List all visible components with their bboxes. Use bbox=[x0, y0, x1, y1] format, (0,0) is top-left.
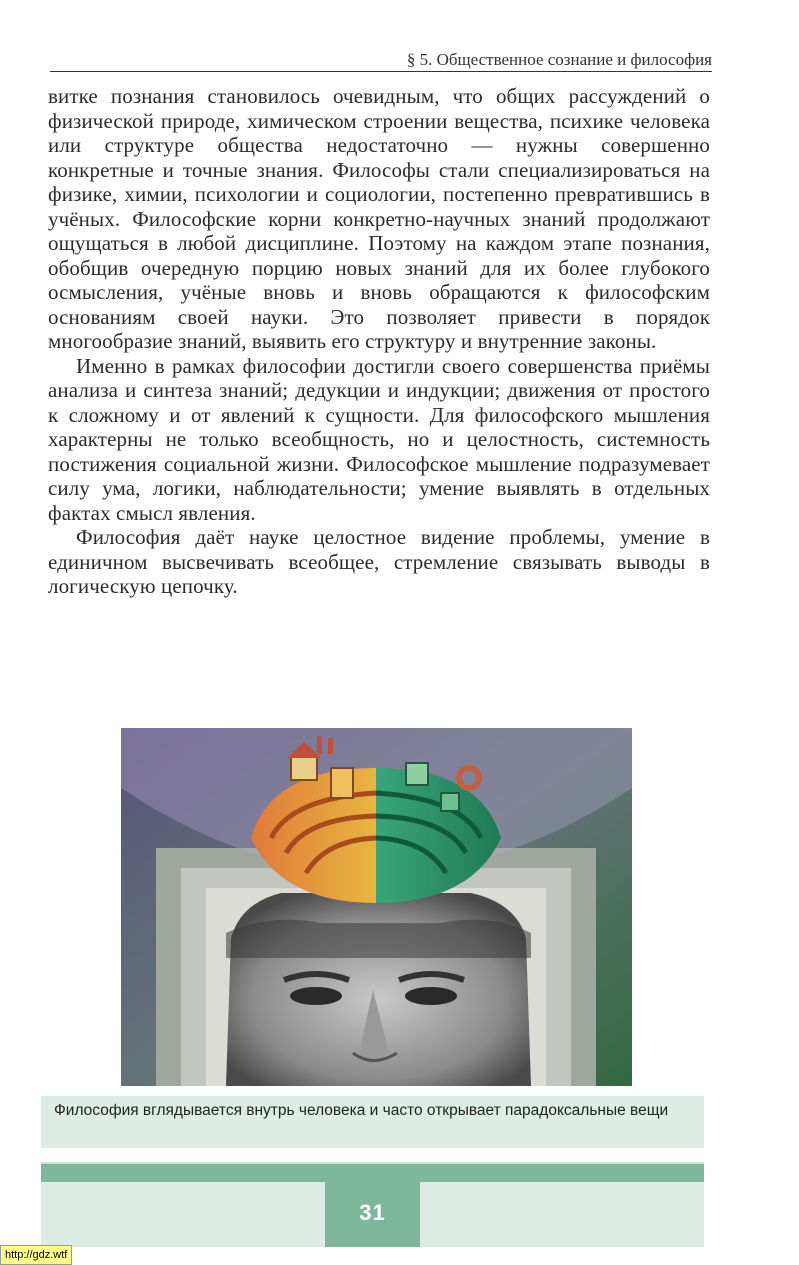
paragraph-1: витке познания становилось очевидным, что общих рассуждений о физической природе, химическом строении вещества, психике человека или структуре общества недостаточно — нужны совершенно конкретные и точные знания. Философы стали специализироваться на физике, химии, психологии и социологии, постепенно превратившись в учёных. Философские корни конкретно-научных знаний продолжают ощущаться в любой дисциплине. Поэтому на каждом этапе познания, обобщив очередную порцию новых знаний для их более глубокого осмысления, учёные вновь и вновь обращаются к философским основаниям своей науки. Это позволяет привести в порядок многообразие знаний, выявить его структуру и внутренние законы. bbox=[48, 84, 710, 353]
illustration-head-maze bbox=[121, 728, 632, 1086]
paragraph-2: Именно в рамках философии достигли своего совершенства приёмы анализа и синтеза знаний; дедукции и индукции; движения от простого к сложному и от явлений к сущности. Для философского мышления характерны не только всеобщность, но и целостность, системность постижения социальной жизни. Философское мышление подразумевает силу ума, логики, наблюдательности; умение выявлять в отдельных фактах смысл явления. bbox=[48, 353, 710, 525]
footer-panel-right bbox=[420, 1182, 704, 1247]
page-number: 31 bbox=[359, 1200, 386, 1225]
running-header: § 5. Общественное сознание и философия bbox=[406, 50, 712, 69]
figure-caption: Философия вглядывается внутрь человека и часто открывает парадоксальные вещи bbox=[54, 1102, 669, 1119]
header-rule bbox=[50, 71, 712, 72]
face bbox=[226, 893, 531, 1086]
footer-stripe bbox=[41, 1164, 704, 1182]
right-eye bbox=[405, 987, 457, 1005]
footer-panel-left bbox=[41, 1182, 325, 1247]
paragraph-3: Философия даёт науке целостное видение проблемы, умение в единичном высвечивать всеобщее, стремление связывать выводы в логическую цепочку. bbox=[48, 525, 710, 598]
illustration-svg bbox=[121, 728, 632, 1086]
watermark-link[interactable]: http://gdz.wtf bbox=[0, 1245, 72, 1265]
main-text bbox=[48, 84, 710, 599]
left-eye bbox=[290, 987, 342, 1005]
